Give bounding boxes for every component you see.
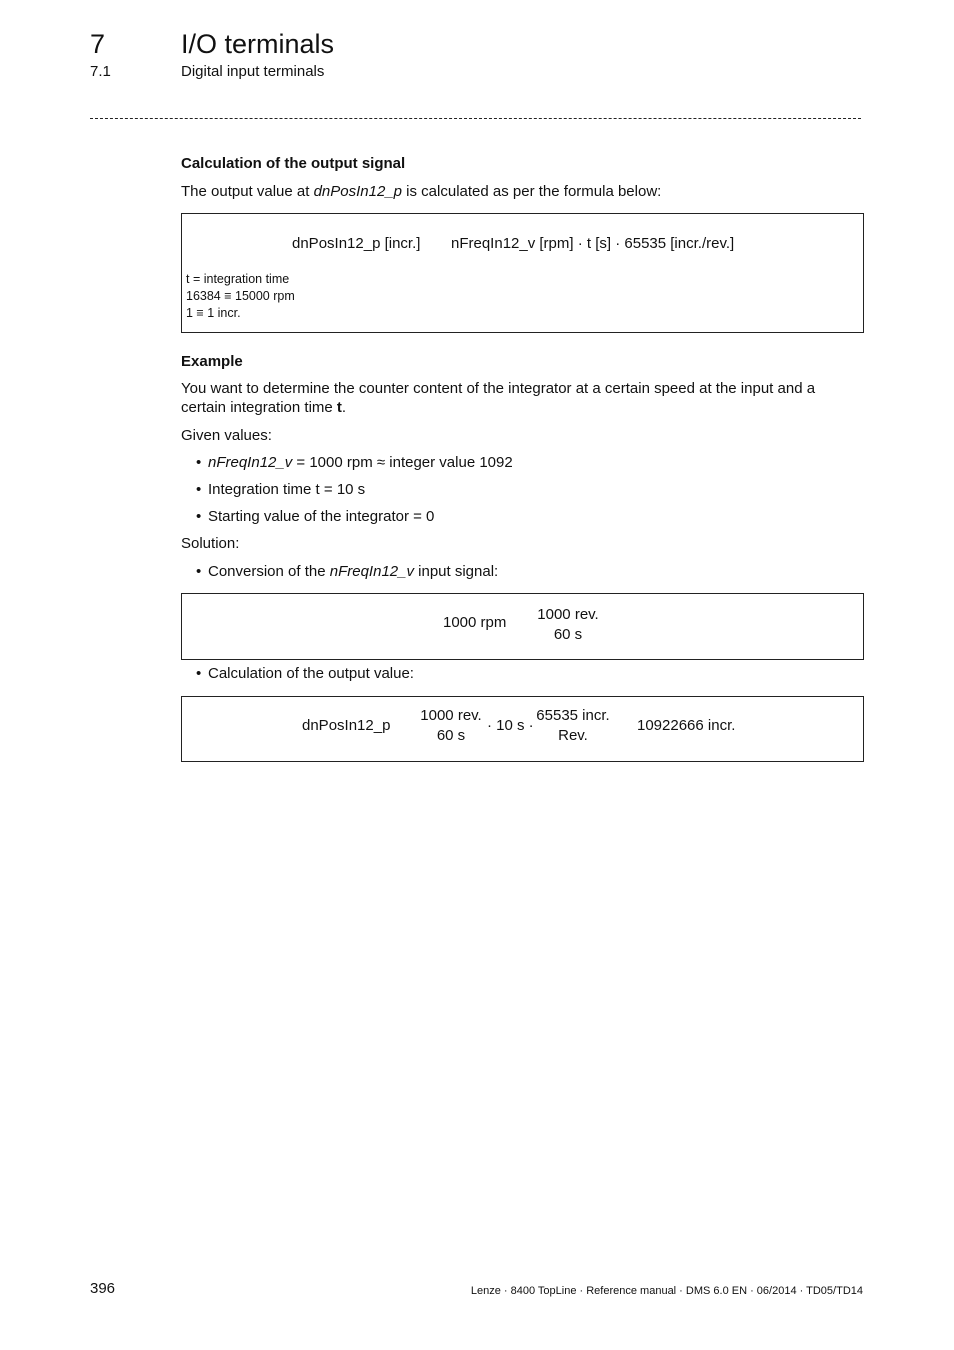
calc-intro-var: dnPosIn12_p (313, 183, 403, 200)
output-middle-term: · 10 s · (487, 717, 534, 734)
output-lhs: dnPosIn12_p (302, 717, 391, 734)
footer-doc-info: Lenze · 8400 TopLine · Reference manual · DMS 6.0 EN · 06/2014 · TD05/TD14 (470, 1285, 863, 1297)
output-value-box (181, 696, 864, 762)
output-result: 10922666 incr. (637, 717, 736, 734)
example-heading: Example (181, 353, 243, 370)
example-para-line2-pre: certain integration time (181, 399, 337, 416)
chapter-title: I/O terminals (181, 29, 335, 59)
output-fraction-1-numerator: 1000 rev. (420, 707, 482, 724)
bullet-dot: • (196, 665, 202, 682)
output-fraction-1-denominator: 60 s (436, 727, 466, 744)
given-label: Given values: (181, 427, 272, 444)
conversion-lhs: 1000 rpm (443, 614, 507, 631)
output-fraction-1 (413, 706, 489, 746)
bullet-dot: • (196, 454, 202, 471)
output-fraction-2-denominator: Rev. (558, 727, 588, 744)
bullet-dot: • (196, 508, 202, 525)
page-number: 396 (90, 1280, 116, 1297)
calc-intro-pre: The output value at (181, 183, 314, 200)
example-para-line2-post: . (341, 399, 347, 416)
conversion-fraction (528, 605, 608, 645)
formula-note-2: 16384 ≡ 15000 rpm (186, 289, 295, 303)
given-item-1 (208, 453, 513, 473)
example-para-line2-bold: t (336, 399, 342, 416)
section-title: Digital input terminals (181, 63, 325, 80)
solution-item-1 (208, 562, 498, 582)
given-item-1-var: nFreqIn12_v (208, 454, 293, 471)
solution-label: Solution: (181, 535, 240, 552)
conversion-denominator: 60 s (553, 626, 583, 643)
bullet-dot: • (196, 563, 202, 580)
conversion-numerator: 1000 rev. (537, 606, 599, 623)
conversion-box (181, 593, 864, 660)
output-fraction-2-numerator: 65535 incr. (536, 707, 610, 724)
given-item-3: Starting value of the integrator = 0 (208, 508, 435, 525)
formula-note-1: t = integration time (186, 272, 290, 286)
calc-intro-post: is calculated as per the formula below: (402, 183, 662, 200)
given-item-1-rest: = 1000 rpm ≈ integer value 1092 (292, 454, 513, 471)
solution-item-2: Calculation of the output value: (208, 665, 414, 682)
calc-intro (181, 182, 661, 202)
formula-note-3: 1 ≡ 1 incr. (186, 306, 241, 320)
bullet-dot: • (196, 481, 202, 498)
example-para-line2 (181, 398, 346, 418)
formula-rhs: nFreqIn12_v [rpm] · t [s] · 65535 [incr./rev.] (451, 235, 735, 252)
output-fraction-2 (531, 706, 615, 746)
solution-item-1-var: nFreqIn12_v (329, 563, 414, 580)
example-para-line1: You want to determine the counter content of the integrator at a certain speed at the input and a (181, 380, 816, 397)
section-number: 7.1 (90, 63, 111, 80)
given-item-2: Integration time t = 10 s (208, 481, 366, 498)
formula-lhs: dnPosIn12_p [incr.] (292, 235, 421, 252)
formula-box (181, 213, 864, 333)
header-divider (90, 118, 861, 119)
calc-heading: Calculation of the output signal (181, 155, 406, 172)
solution-item-1-post: input signal: (413, 563, 499, 580)
chapter-number: 7 (90, 29, 106, 59)
solution-item-1-pre: Conversion of the (208, 563, 330, 580)
